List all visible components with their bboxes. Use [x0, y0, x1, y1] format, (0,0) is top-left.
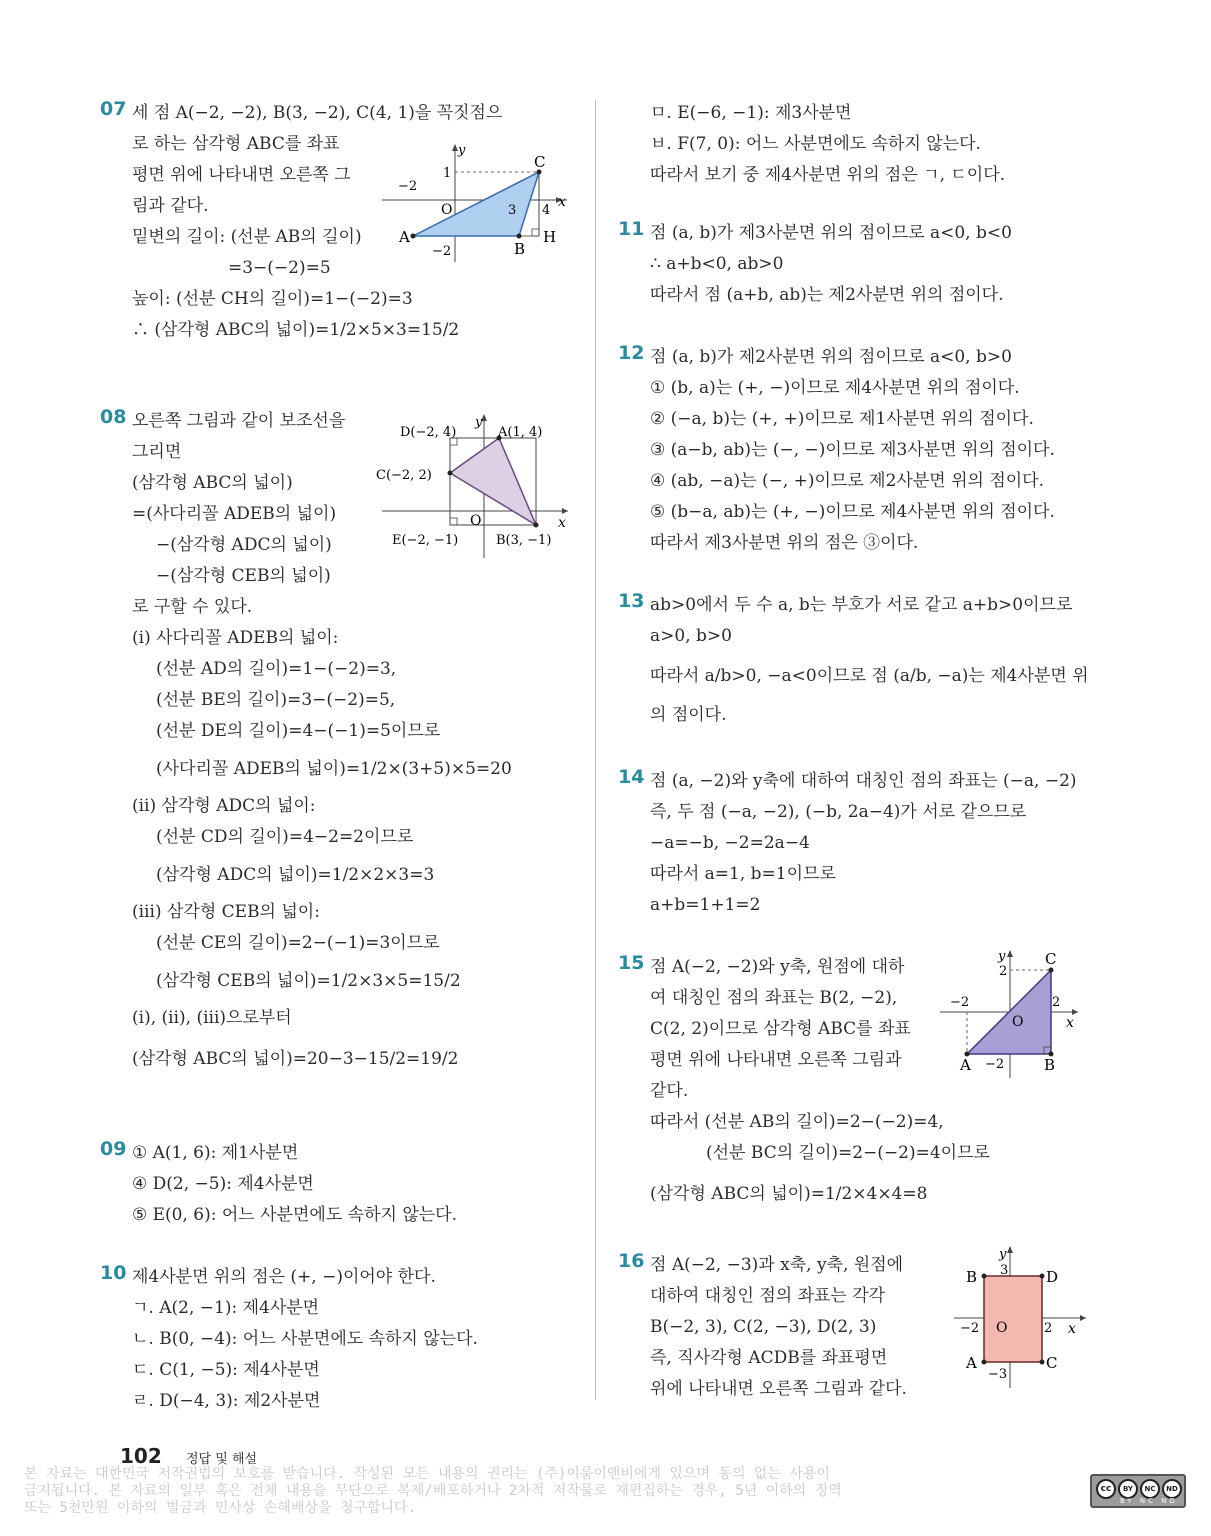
rectangle-acdb	[984, 1276, 1042, 1362]
text-line: 점 A(−2, −3)과 x축, y축, 원점에	[650, 1255, 904, 1275]
point-b-label: B	[1044, 1056, 1056, 1074]
origin-label: O	[1012, 1014, 1024, 1030]
problem-10-continued	[618, 98, 1098, 192]
tick-label: 2	[999, 964, 1008, 979]
problem-14	[618, 766, 1098, 926]
axis-y-label: y	[475, 415, 483, 430]
problem-12	[618, 342, 1098, 564]
text-line: 로 구할 수 있다.	[132, 597, 253, 617]
problem-number: 10	[100, 1262, 127, 1284]
point-a-label: A	[399, 228, 410, 246]
text-line: (삼각형 ADC의 넓이)=1/2×2×3=3	[156, 865, 435, 885]
tick-label: 3	[508, 203, 517, 218]
section-label: 정답 및 해설	[186, 1452, 258, 1467]
text-line: (ⅰ) 사다리꼴 ADEB의 넓이:	[132, 628, 339, 648]
text-line: (사다리꼴 ADEB의 넓이)=1/2×(3+5)×5=20	[156, 759, 512, 779]
right-column	[618, 98, 1098, 1436]
tick-label: −3	[988, 1367, 1008, 1382]
tick-label: 4	[542, 203, 551, 218]
text-line: 점 A(−2, −2)와 y축, 원점에 대하	[650, 957, 905, 977]
text-line: (삼각형 ABC의 넓이)=1/2×4×4=8	[650, 1184, 928, 1204]
axis-x-label: x	[1068, 1321, 1076, 1337]
text-line: 따라서 a/b>0, −a<0이므로 점 (a/b, −a)는 제4사분면 위	[650, 666, 1089, 686]
left-column	[100, 98, 570, 1443]
text-line: 따라서 제3사분면 위의 점은 ③이다.	[650, 533, 919, 553]
point-c-label: C	[534, 153, 546, 171]
nc-icon: NC	[1140, 1479, 1160, 1499]
text-line: 점 (a, b)가 제3사분면 위의 점이므로 a<0, b<0	[650, 223, 1012, 243]
text-line: 오른쪽 그림과 같이 보조선을	[132, 411, 346, 431]
point-a-label: A	[960, 1056, 971, 1074]
tick-label: −2	[985, 1057, 1005, 1072]
problem-15	[618, 949, 1098, 1224]
text-line: 위에 나타내면 오른쪽 그림과 같다.	[650, 1379, 907, 1399]
text-line: ③ (a−b, ab)는 (−, −)이므로 제3사분면 위의 점이다.	[650, 440, 1055, 460]
tick-label: −2	[950, 995, 970, 1010]
text-line: ⑤ (b−a, ab)는 (+, −)이므로 제4사분면 위의 점이다.	[650, 502, 1055, 522]
problem-10	[100, 1262, 570, 1417]
copyright-line: 본 자료는 대한민국 저작권법의 보호를 받습니다. 작성된 모든 내용의 권리는 (주)이룸이앤비에게 있으며 동의 없는 사용이	[24, 1466, 830, 1482]
text-line: ㄹ. D(−4, 3): 제2사분면	[132, 1391, 321, 1411]
text-line: (삼각형 CEB의 넓이)=1/2×3×5=15/2	[156, 971, 461, 991]
point-c-label: C(−2, 2)	[376, 468, 432, 483]
text-line: (선분 CD의 길이)=4−2=2이므로	[156, 827, 414, 847]
text-line: (삼각형 ABC의 넓이)=20−3−15/2=19/2	[132, 1049, 459, 1069]
copyright-line: 또는 5천만원 이하의 벌금과 민사상 손해배상을 청구합니다.	[24, 1500, 417, 1516]
text-line: 따라서 (선분 AB의 길이)=2−(−2)=4,	[650, 1112, 944, 1132]
axis-y-label: y	[458, 143, 466, 158]
text-line: ② (−a, b)는 (+, +)이므로 제1사분면 위의 점이다.	[650, 409, 1034, 429]
text-line: −a=−b, −2=2a−4	[650, 833, 810, 853]
text-line: 제4사분면 위의 점은 (+, −)이어야 한다.	[132, 1267, 436, 1287]
copyright-notice	[24, 1466, 1064, 1517]
problem-11	[618, 218, 1098, 316]
origin-label: O	[996, 1320, 1008, 1336]
text-line: ⑤ E(0, 6): 어느 사분면에도 속하지 않는다.	[132, 1205, 457, 1225]
triangle-abc	[450, 438, 536, 525]
text-line: −(삼각형 CEB의 넓이)	[156, 566, 331, 586]
axis-y-label: y	[998, 949, 1006, 964]
axis-x-label: x	[558, 515, 566, 531]
text-line: (선분 BE의 길이)=3−(−2)=5,	[156, 690, 396, 710]
tick-label: 2	[1044, 1321, 1053, 1336]
problem-16	[618, 1247, 1098, 1410]
point-c-label: C	[1046, 1354, 1058, 1372]
text-line: ④ D(2, −5): 제4사분면	[132, 1174, 314, 1194]
text-line: (선분 CE의 길이)=2−(−1)=3이므로	[156, 933, 440, 953]
figure-07	[382, 142, 572, 272]
text-line: ∴ a+b<0, ab>0	[650, 254, 784, 274]
text-line: 세 점 A(−2, −2), B(3, −2), C(4, 1)을 꼭짓점으	[132, 103, 503, 123]
point-c-label: C	[1045, 950, 1057, 968]
text-line: ① A(1, 6): 제1사분면	[132, 1143, 299, 1163]
point-h-label: H	[543, 228, 557, 246]
point-e-label: E(−2, −1)	[392, 533, 459, 548]
text-line: −(삼각형 ADC의 넓이)	[156, 535, 332, 555]
text-line: 밑변의 길이: (선분 AB의 길이)	[132, 227, 362, 247]
copyright-line: 금지됩니다. 본 자료의 일부 혹은 전체 내용을 무단으로 복제/배포하거나 2차적 저작물로 재편집하는 경우, 5년 이하의 징역	[24, 1483, 842, 1499]
license-label: BY NC ND	[1120, 1497, 1178, 1505]
origin-label: O	[470, 513, 482, 529]
problem-number: 16	[618, 1250, 645, 1272]
figure-08	[372, 412, 572, 565]
text-line: ㄱ. A(2, −1): 제4사분면	[132, 1298, 320, 1318]
text-line: ㄴ. B(0, −4): 어느 사분면에도 속하지 않는다.	[132, 1329, 478, 1349]
text-line: 따라서 보기 중 제4사분면 위의 점은 ㄱ, ㄷ이다.	[650, 165, 1006, 185]
problem-number: 12	[618, 342, 645, 364]
point-d-label: D(−2, 4)	[400, 425, 457, 440]
page-number: 102	[120, 1444, 162, 1468]
point-b-label: B	[966, 1268, 978, 1286]
text-line: 점 (a, −2)와 y축에 대하여 대칭인 점의 좌표는 (−a, −2)	[650, 771, 1077, 791]
origin-label: O	[441, 202, 453, 218]
text-line: 대하여 대칭인 점의 좌표는 각각	[650, 1286, 886, 1306]
text-line: ① (b, a)는 (+, −)이므로 제4사분면 위의 점이다.	[650, 378, 1020, 398]
text-line: ∴ (삼각형 ABC의 넓이)=1/2×5×3=15/2	[132, 320, 460, 340]
text-line: 평면 위에 나타내면 오른쪽 그림과	[650, 1050, 902, 1070]
text-line: (ⅰ), (ⅱ), (ⅲ)으로부터	[132, 1008, 292, 1028]
figure-15	[938, 948, 1083, 1085]
text-line: 즉, 두 점 (−a, −2), (−b, 2a−4)가 서로 같으므로	[650, 802, 1027, 822]
text-line: 여 대칭인 점의 좌표는 B(2, −2),	[650, 988, 898, 1008]
text-line: (ⅱ) 삼각형 ADC의 넓이:	[132, 796, 316, 816]
problem-08	[100, 406, 570, 1112]
problem-number: 15	[618, 952, 645, 974]
point-b-label: B	[514, 240, 526, 258]
point-d-label: D	[1046, 1268, 1059, 1286]
text-line: 따라서 점 (a+b, ab)는 제2사분면 위의 점이다.	[650, 285, 1004, 305]
text-line: C(2, 2)이므로 삼각형 ABC를 좌표	[650, 1019, 911, 1039]
axis-y-label: y	[999, 1247, 1007, 1262]
problem-09	[100, 1138, 570, 1236]
problem-number: 07	[100, 98, 127, 120]
text-line: 로 하는 삼각형 ABC를 좌표	[132, 134, 340, 154]
point-a-label: A	[966, 1354, 977, 1372]
text-line: B(−2, 3), C(2, −3), D(2, 3)	[650, 1317, 877, 1337]
text-line: 같다.	[650, 1081, 689, 1101]
by-icon: BY	[1118, 1479, 1138, 1499]
text-line: (선분 BC의 길이)=2−(−2)=4이므로	[706, 1143, 990, 1163]
text-line: (삼각형 ABC의 넓이)	[132, 473, 293, 493]
tick-label: −2	[398, 179, 418, 194]
problem-13	[618, 590, 1098, 740]
cc-icon: cc	[1096, 1479, 1116, 1499]
text-line: =(사다리꼴 ADEB의 넓이)	[132, 504, 337, 524]
problem-number: 09	[100, 1138, 127, 1160]
text-line: =3−(−2)=5	[228, 258, 331, 278]
problem-number: 11	[618, 218, 645, 240]
text-line: 림과 같다.	[132, 196, 209, 216]
text-line: a+b=1+1=2	[650, 895, 761, 915]
tick-label: −2	[432, 244, 452, 259]
text-line: 의 점이다.	[650, 705, 727, 725]
text-line: ab>0에서 두 수 a, b는 부호가 서로 같고 a+b>0이므로	[650, 595, 1073, 615]
text-line: ㅁ. E(−6, −1): 제3사분면	[650, 103, 852, 123]
tick-label: 2	[1052, 995, 1061, 1010]
text-line: 따라서 a=1, b=1이므로	[650, 864, 836, 884]
nd-icon: ND	[1162, 1479, 1182, 1499]
column-divider	[595, 100, 596, 1400]
text-line: 즉, 직사각형 ACDB를 좌표평면	[650, 1348, 888, 1368]
text-line: (ⅲ) 삼각형 CEB의 넓이:	[132, 902, 320, 922]
cc-license-badge	[1090, 1474, 1186, 1508]
problem-07	[100, 98, 570, 380]
text-line: (선분 DE의 길이)=4−(−1)=5이므로	[156, 721, 441, 741]
tick-label: −2	[960, 1321, 980, 1336]
text-line: ㄷ. C(1, −5): 제4사분면	[132, 1360, 320, 1380]
figure-16	[952, 1242, 1092, 1395]
axis-x-label: x	[558, 194, 566, 210]
axis-x-label: x	[1066, 1015, 1074, 1031]
text-line: 평면 위에 나타내면 오른쪽 그	[132, 165, 351, 185]
point-a-label: A(1, 4)	[498, 425, 543, 440]
problem-number: 14	[618, 766, 645, 788]
text-line: a>0, b>0	[650, 626, 732, 646]
tick-label: 3	[1000, 1263, 1009, 1278]
problem-number: 08	[100, 406, 127, 428]
text-line: 점 (a, b)가 제2사분면 위의 점이므로 a<0, b>0	[650, 347, 1012, 367]
text-line: ㅂ. F(7, 0): 어느 사분면에도 속하지 않는다.	[650, 134, 981, 154]
text-line: 높이: (선분 CH의 길이)=1−(−2)=3	[132, 289, 413, 309]
problem-number: 13	[618, 590, 645, 612]
text-line: 그리면	[132, 442, 182, 462]
text-line: ④ (ab, −a)는 (−, +)이므로 제2사분면 위의 점이다.	[650, 471, 1044, 491]
text-line: (선분 AD의 길이)=1−(−2)=3,	[156, 659, 397, 679]
point-b-label: B(3, −1)	[496, 533, 552, 548]
triangle-abc	[413, 172, 539, 236]
tick-label: 1	[443, 166, 452, 181]
